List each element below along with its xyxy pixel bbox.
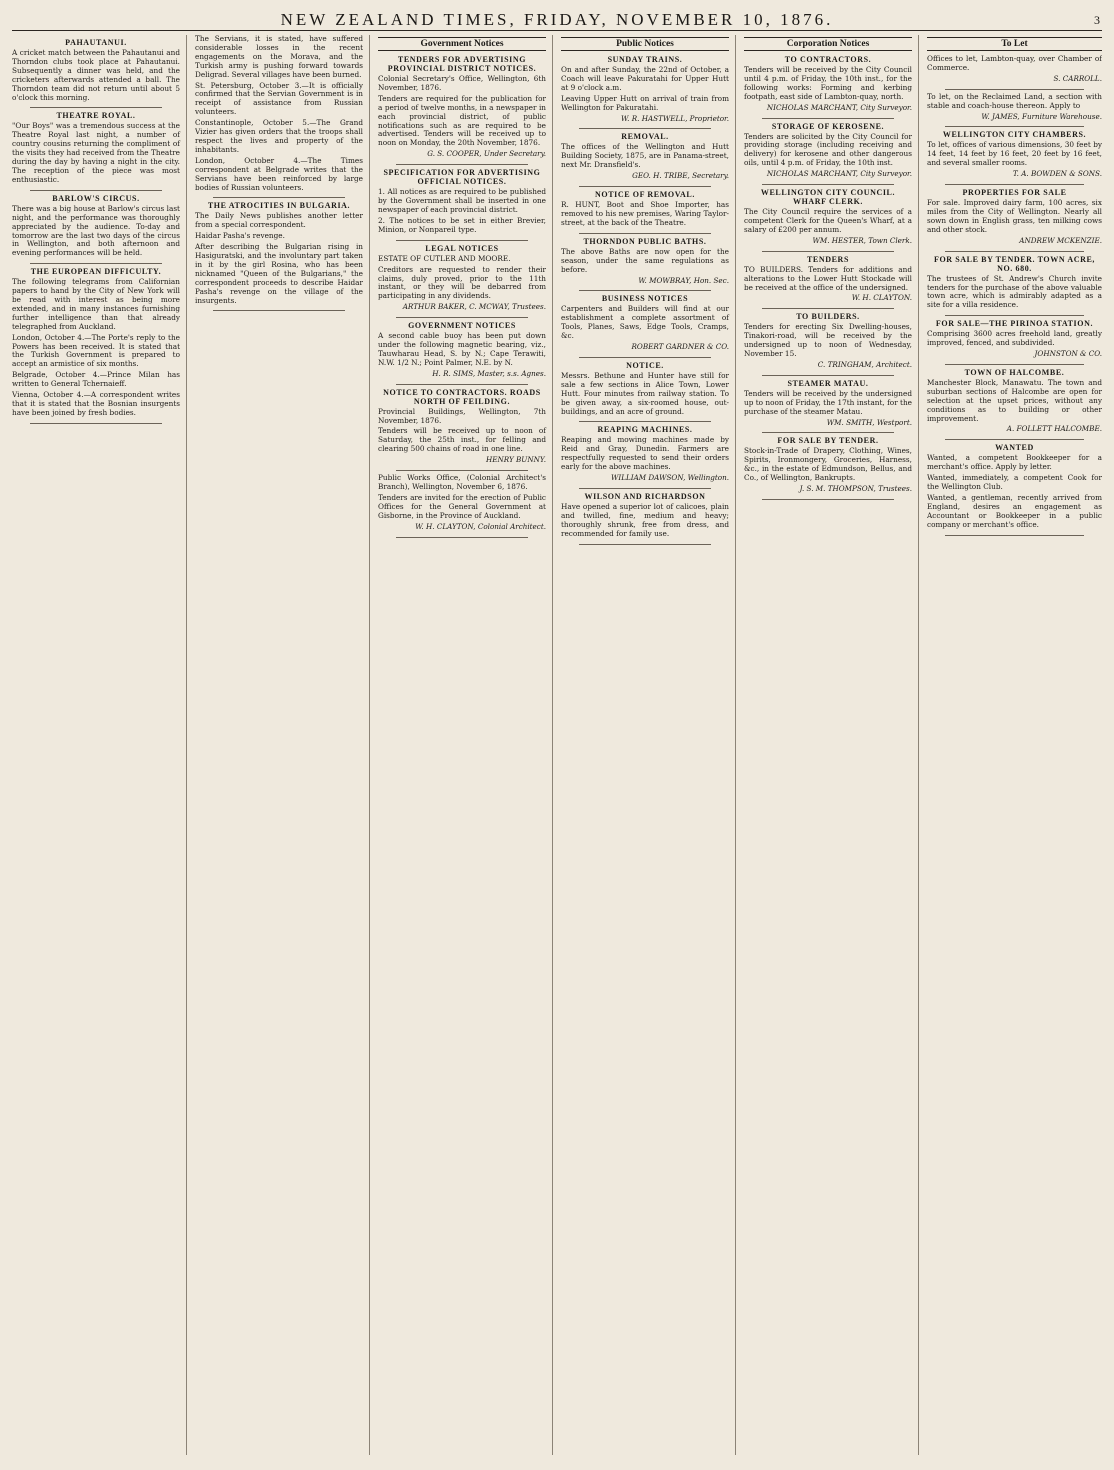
notice-item xyxy=(744,122,912,180)
notice-item xyxy=(927,443,1102,529)
notice-paragraph: London, October 4.—The Times correspondent at Belgrade writes that the Servians have been reinforced by large bodies of Russian volunteers. xyxy=(195,155,363,192)
notice-signature: WM. SMITH, Westport. xyxy=(826,417,912,427)
notice-title: WELLINGTON CITY COUNCIL. WHARF CLERK. xyxy=(760,188,896,207)
divider xyxy=(945,126,1084,127)
notice-paragraph: Carpenters and Builders will find at our establishment a complete assortment of Tools, Planes, Saws, Edge Tools, Cramps, &c. xyxy=(561,304,729,341)
notice-signature: J. S. M. THOMPSON, Trustees. xyxy=(799,484,912,494)
notice-title: STORAGE OF KEROSENE. xyxy=(771,121,885,131)
notice-item xyxy=(378,55,546,159)
divider xyxy=(579,186,711,187)
notice-item xyxy=(561,294,729,352)
notice-paragraph: Have opened a superior lot of calicoes, plain and twilled, fine, medium and heavy; thoroughly shrunk, free from dress, and recommended for family use. xyxy=(561,502,729,538)
divider xyxy=(396,537,528,538)
section-heading: Government Notices xyxy=(378,37,546,51)
notice-title: TOWN OF HALCOMBE. xyxy=(964,367,1065,377)
notice-title: THEATRE ROYAL. xyxy=(56,111,136,121)
notice-signature: S. CARROLL. xyxy=(1053,73,1102,83)
notice-item xyxy=(744,436,912,494)
column-2 xyxy=(195,35,370,1455)
notice-paragraph: To let, offices of various dimensions, 30 feet by 14 feet, 14 feet by 16 feet, 20 feet by 16 feet, and several smaller rooms. xyxy=(927,140,1102,168)
notice-paragraph: "Our Boys" was a tremendous success at the Theatre Royal last night, a number of country cousins returning the compliment of the visits they had received from the Theatre during the day by having a night in the city. The reception of the piece was most enthusiastic. xyxy=(12,121,180,184)
notice-paragraph: The Servians, it is stated, have suffered considerable losses in the recent engagements on the Morava, and the Turkish army is pushing forward towards Deligrad. Several villages have been burned. xyxy=(195,35,363,79)
notice-signature: W. JAMES, Furniture Warehouse. xyxy=(981,111,1102,121)
notice-paragraph: Constantinople, October 5.—The Grand Vizier has given orders that the troops shall respect the lives and property of the inhabitants. xyxy=(195,118,363,154)
notice-item xyxy=(744,379,912,428)
divider xyxy=(396,164,528,165)
notice-item xyxy=(927,93,1102,122)
notice-item xyxy=(12,267,180,418)
column-4 xyxy=(561,35,736,1455)
divider xyxy=(579,544,711,545)
notice-title: NOTICE. xyxy=(626,360,664,370)
divider xyxy=(30,190,162,191)
notice-signature: ARTHUR BAKER, C. MCWAY, Trustees. xyxy=(402,302,546,312)
notice-paragraph: There was a big house at Barlow's circus last night, and the performance was thoroughly appreciated by the audience. To-day and tomorrow are the last two days of the circus in Wellington, and both afternoon and evening performances will be held. xyxy=(12,203,180,258)
notice-title: LEGAL NOTICES xyxy=(425,243,499,253)
notice-paragraph: Stock-in-Trade of Drapery, Clothing, Wines, Spirits, Ironmongery, Groceries, Harness, &c., in the estate of Edmundson, Bellus, and Co., of Wellington, Bankrupts. xyxy=(744,446,912,483)
notice-signature: A. FOLLETT HALCOMBE. xyxy=(1006,424,1102,434)
divider xyxy=(762,308,894,309)
divider xyxy=(762,432,894,433)
notice-paragraph: 1. All notices as are required to be published by the Government shall be inserted in one newspaper of each provincial district. xyxy=(378,187,546,214)
notice-item xyxy=(927,55,1102,84)
notice-paragraph: Provincial Buildings, Wellington, 7th November, 1876. xyxy=(378,406,546,425)
section-heading: Corporation Notices xyxy=(744,37,912,51)
notice-paragraph: To let, on the Reclaimed Land, a section with stable and coach-house thereon. Apply to xyxy=(927,91,1102,110)
notice-paragraph: The Daily News publishes another letter from a special correspondent. xyxy=(195,211,363,230)
notice-paragraph: 2. The notices to be set in either Brevier, Minion, or Nonpareil type. xyxy=(378,215,546,234)
notice-paragraph: Wanted, a competent Bookkeeper for a merchant's office. Apply by letter. xyxy=(927,453,1102,472)
columns-container xyxy=(12,35,1102,1455)
notice-title: TENDERS xyxy=(807,254,849,264)
column-5 xyxy=(744,35,919,1455)
notice-paragraph: The offices of the Wellington and Hutt Building Society, 1875, are in Panama-street, next Mr. Dransfield's. xyxy=(561,142,729,170)
notice-paragraph: The City Council require the services of a competent Clerk for the Queen's Wharf, at a salary of £200 per annum. xyxy=(744,207,912,234)
divider xyxy=(396,240,528,241)
notice-item xyxy=(927,255,1102,311)
notice-paragraph: R. HUNT, Boot and Shoe Importer, has removed to his new premises, Waring Taylor-street, at the back of the Theatre. xyxy=(561,200,729,227)
notice-signature: JOHNSTON & CO. xyxy=(1034,349,1102,359)
notice-paragraph: On and after Sunday, the 22nd of October, a Coach will leave Pakuratahi for Upper Hutt at 9 o'clock a.m. xyxy=(561,65,729,92)
notice-signature: W. H. CLAYTON, Colonial Architect. xyxy=(415,521,546,531)
notice-title: REMOVAL. xyxy=(621,132,669,142)
notice-paragraph: Leaving Upper Hutt on arrival of train from Wellington for Pakuratahi. xyxy=(561,93,729,112)
notice-paragraph: Tenders for erecting Six Dwelling-houses, Tinakori-road, will be received by the undersigned up to noon of Wednesday, November 15. xyxy=(744,322,912,359)
notice-item xyxy=(12,38,180,102)
notice-paragraph: Creditors are requested to render their claims, duly proved, prior to the 11th instant, or they will be debarred from participating in any dividends. xyxy=(378,264,546,301)
notice-item xyxy=(927,130,1102,179)
divider xyxy=(579,233,711,234)
notice-title: FOR SALE BY TENDER. xyxy=(777,436,879,446)
notice-item xyxy=(561,492,729,539)
notice-signature: ROBERT GARDNER & CO. xyxy=(631,342,729,352)
notice-signature: HENRY BUNNY. xyxy=(485,455,546,465)
notice-item xyxy=(561,190,729,228)
divider xyxy=(945,439,1084,440)
notice-item xyxy=(195,201,363,305)
page-number: 3 xyxy=(1094,13,1100,27)
notice-paragraph: The trustees of St. Andrew's Church invite tenders for the purchase of the above valuable town acre, which is admirably adapted as a site for a villa residence. xyxy=(927,273,1102,310)
notice-signature: GEO. H. TRIBE, Secretary. xyxy=(632,171,729,181)
divider xyxy=(579,488,711,489)
notice-title: THE EUROPEAN DIFFICULTY. xyxy=(30,267,162,277)
notice-item xyxy=(378,168,546,235)
notice-paragraph: For sale. Improved dairy farm, 100 acres, six miles from the City of Wellington. Nearly all sown down in English grass, ten milking cows and other stock. xyxy=(927,198,1102,234)
notice-paragraph: The above Baths are now open for the season, under the same regulations as before. xyxy=(561,246,729,274)
notice-item xyxy=(561,425,729,483)
notice-paragraph: A second cable buoy has been put down under the following magnetic bearing, viz., Tauwharau Head, S. by N.; Cape Terawiti, N.W. 1/2 N.; Point Palmer, N.E. by N. xyxy=(378,331,546,367)
column-3 xyxy=(378,35,553,1455)
notice-item xyxy=(561,361,729,417)
notice-item xyxy=(378,321,546,379)
notice-title: PAHAUTANUI. xyxy=(65,38,127,47)
divider xyxy=(945,89,1084,90)
notice-paragraph: Tenders are invited for the erection of Public Offices for the General Government at Gisborne, in the Province of Auckland. xyxy=(378,492,546,520)
notice-paragraph: Reaping and mowing machines made by Reid and Gray, Dunedin. Farmers are respectfully requested to send their orders early for the above machines. xyxy=(561,435,729,472)
notice-signature: W. R. HASTWELL, Proprietor. xyxy=(621,113,729,123)
notice-title: PROPERTIES FOR SALE xyxy=(962,188,1067,198)
notice-paragraph: Messrs. Bethune and Hunter have still for sale a few sections in Alice Town, Lower Hutt. Four minutes from railway station. To be given away, a six-roomed house, out-buildings, and an acre of ground. xyxy=(561,370,729,416)
notice-paragraph: Tenders are solicited by the City Council for providing storage (including receiving and delivery) for kerosene and other dangerous oils, until 4 p.m. of Friday, the 10th inst. xyxy=(744,131,912,168)
divider xyxy=(579,421,711,422)
notice-title: WANTED xyxy=(995,443,1034,453)
divider xyxy=(762,499,894,500)
section-heading: To Let xyxy=(927,37,1102,51)
notice-item xyxy=(561,55,729,123)
notice-paragraph: After describing the Bulgarian rising in Hasiguratski, and the involuntary part taken in it by the girl Rosina, who has been nicknamed "Queen of the Bulgarians," the correspondent proceeds to describe Haidar Pasha's revenge on the village of the insurgents. xyxy=(195,242,363,305)
notice-signature: T. A. BOWDEN & SONS. xyxy=(1012,169,1102,179)
notice-item xyxy=(744,188,912,246)
notice-signature: W. MOWBRAY, Hon. Sec. xyxy=(638,275,729,285)
notice-title: STEAMER MATAU. xyxy=(787,378,869,388)
divider xyxy=(945,315,1084,316)
notice-paragraph: Haidar Pasha's revenge. xyxy=(195,231,285,241)
notice-signature: H. R. SIMS, Master, s.s. Agnes. xyxy=(432,368,546,378)
divider xyxy=(213,197,345,198)
notice-title: WELLINGTON CITY CHAMBERS. xyxy=(942,130,1087,140)
divider xyxy=(396,317,528,318)
divider xyxy=(30,263,162,264)
notice-title: TENDERS FOR ADVERTISING PROVINCIAL DISTRICT NOTICES. xyxy=(387,55,537,73)
notice-title: REAPING MACHINES. xyxy=(597,425,693,435)
notice-item xyxy=(927,368,1102,434)
notice-item xyxy=(12,194,180,258)
divider xyxy=(945,251,1084,252)
divider xyxy=(579,290,711,291)
notice-item xyxy=(744,255,912,304)
notice-paragraph: Wanted, a gentleman, recently arrived from England, desires an engagement as Accountant or Bookkeeper in a public company or merchant's office. xyxy=(927,493,1102,529)
notice-signature: NICHOLAS MARCHANT, City Surveyor. xyxy=(766,102,912,112)
divider xyxy=(213,310,345,311)
notice-paragraph: Tenders will be received by the undersigned up to noon of Friday, the 17th instant, for the purchase of the steamer Matau. xyxy=(744,388,912,416)
divider xyxy=(579,357,711,358)
notice-paragraph: Colonial Secretary's Office, Wellington, 6th November, 1876. xyxy=(378,74,546,92)
notice-item xyxy=(927,188,1102,246)
notice-paragraph: Vienna, October 4.—A correspondent writes that it is stated that the Bosnian insurgents have been joined by fresh bodies. xyxy=(12,390,180,417)
notice-title: THE ATROCITIES IN BULGARIA. xyxy=(207,201,351,211)
notice-paragraph: Belgrade, October 4.—Prince Milan has written to General Tchernaieff. xyxy=(12,370,180,389)
notice-title: SUNDAY TRAINS. xyxy=(607,55,683,64)
notice-signature: W. H. CLAYTON. xyxy=(851,293,912,303)
notice-item xyxy=(378,388,546,465)
notice-signature: NICHOLAS MARCHANT, City Surveyor. xyxy=(766,169,912,179)
notice-paragraph: TO BUILDERS. Tenders for additions and alterations to the Lower Hutt Stockade will be received at the office of the undersigned. xyxy=(744,264,912,292)
notice-title: TO BUILDERS. xyxy=(796,312,860,322)
notice-paragraph: Public Works Office, (Colonial Architect's Branch), Wellington, November 6, 1876. xyxy=(378,473,546,491)
divider xyxy=(30,423,162,424)
notice-title: SPECIFICATION FOR ADVERTISING OFFICIAL NOTICES. xyxy=(383,168,541,187)
divider xyxy=(396,384,528,385)
divider xyxy=(762,251,894,252)
masthead xyxy=(12,10,1102,31)
notice-title: FOR SALE—THE PIRINOA STATION. xyxy=(935,319,1094,329)
notice-paragraph: ESTATE OF CUTLER AND MOORE. xyxy=(378,253,511,263)
notice-item xyxy=(378,474,546,531)
notice-signature: WM. HESTER, Town Clerk. xyxy=(812,235,912,245)
notice-signature: ANDREW MCKENZIE. xyxy=(1019,235,1102,245)
divider xyxy=(945,184,1084,185)
notice-paragraph: St. Petersburg, October 3.—It is officially confirmed that the Servian Government is in receipt of assistance from Russian volunteers. xyxy=(195,80,363,117)
notice-title: FOR SALE BY TENDER. TOWN ACRE, NO. 680. xyxy=(933,254,1096,273)
divider xyxy=(579,128,711,129)
notice-title: BUSINESS NOTICES xyxy=(601,294,689,304)
notice-item xyxy=(12,111,180,184)
column-1 xyxy=(12,35,187,1455)
notice-paragraph: Manchester Block, Manawatu. The town and suburban sections of Halcombe are open for selection at the upset prices, without any conditions as to building or other improvement. xyxy=(927,377,1102,423)
divider xyxy=(945,535,1084,536)
divider xyxy=(762,118,894,119)
notice-item xyxy=(744,312,912,370)
notice-item xyxy=(561,237,729,286)
notice-paragraph: London, October 4.—The Porte's reply to the Powers has been received. It is stated that the Turkish Government is prepared to accept an armistice of six months. xyxy=(12,332,180,369)
notice-paragraph: Wanted, immediately, a competent Cook for the Wellington Club. xyxy=(927,473,1102,492)
notice-title: BARLOW'S CIRCUS. xyxy=(52,193,140,203)
notice-item xyxy=(195,35,363,192)
notice-item xyxy=(744,55,912,113)
divider xyxy=(30,107,162,108)
notice-paragraph: Tenders will be received by the City Council until 4 p.m. of Friday, the 10th inst., for the following works: Forming and kerbing footpath, east side of Lambton-quay, north. xyxy=(744,65,912,101)
divider xyxy=(762,184,894,185)
section-heading: Public Notices xyxy=(561,37,729,51)
notice-title: THORNDON PUBLIC BATHS. xyxy=(583,236,707,246)
notice-item xyxy=(378,244,546,312)
notice-title: GOVERNMENT NOTICES xyxy=(408,321,516,331)
notice-signature: C. TRINGHAM, Architect. xyxy=(817,359,912,369)
notice-paragraph: A cricket match between the Pahautanui and Thorndon clubs took place at Pahautanui. Subsequently a dinner was held, and the cricketers afterwards attended a ball. The Thorndon team did not return until about 5 o'clock this morning. xyxy=(12,48,180,102)
notice-paragraph: Tenders are required for the publication for a period of twelve months, in a newspaper in each provincial district, of public notifications such as are required to be advertised. Tenders will be received up to noon on Monday, the 20th November, 1876. xyxy=(378,93,546,148)
divider xyxy=(945,364,1084,365)
masthead-title: NEW ZEALAND TIMES, FRIDAY, NOVEMBER 10, 1876. xyxy=(280,10,834,29)
notice-title: NOTICE OF REMOVAL. xyxy=(595,190,695,200)
notice-title: NOTICE TO CONTRACTORS. ROADS NORTH OF FEILDING. xyxy=(383,387,541,406)
notice-item xyxy=(927,319,1102,359)
divider xyxy=(762,375,894,376)
notice-signature: WILLIAM DAWSON, Wellington. xyxy=(610,473,729,483)
notice-paragraph: The following telegrams from Californian papers to hand by the City of New York will be read with interest as being more extended, and in many instances furnishing further intelligence than that already telegraphed from Auckland. xyxy=(12,277,180,331)
notice-title: TO CONTRACTORS. xyxy=(784,55,872,64)
notice-paragraph: Offices to let, Lambton-quay, over Chamber of Commerce. xyxy=(927,54,1102,72)
notice-item xyxy=(561,132,729,181)
notice-paragraph: Tenders will be received up to noon of Saturday, the 25th inst., for felling and clearing 500 chains of road in one line. xyxy=(378,426,546,454)
notice-title: WILSON AND RICHARDSON xyxy=(584,492,706,501)
column-6 xyxy=(927,35,1102,1455)
notice-signature: G. S. COOPER, Under Secretary. xyxy=(427,149,546,159)
divider xyxy=(396,470,528,471)
notice-paragraph: Comprising 3600 acres freehold land, greatly improved, fenced, and subdivided. xyxy=(927,329,1102,348)
